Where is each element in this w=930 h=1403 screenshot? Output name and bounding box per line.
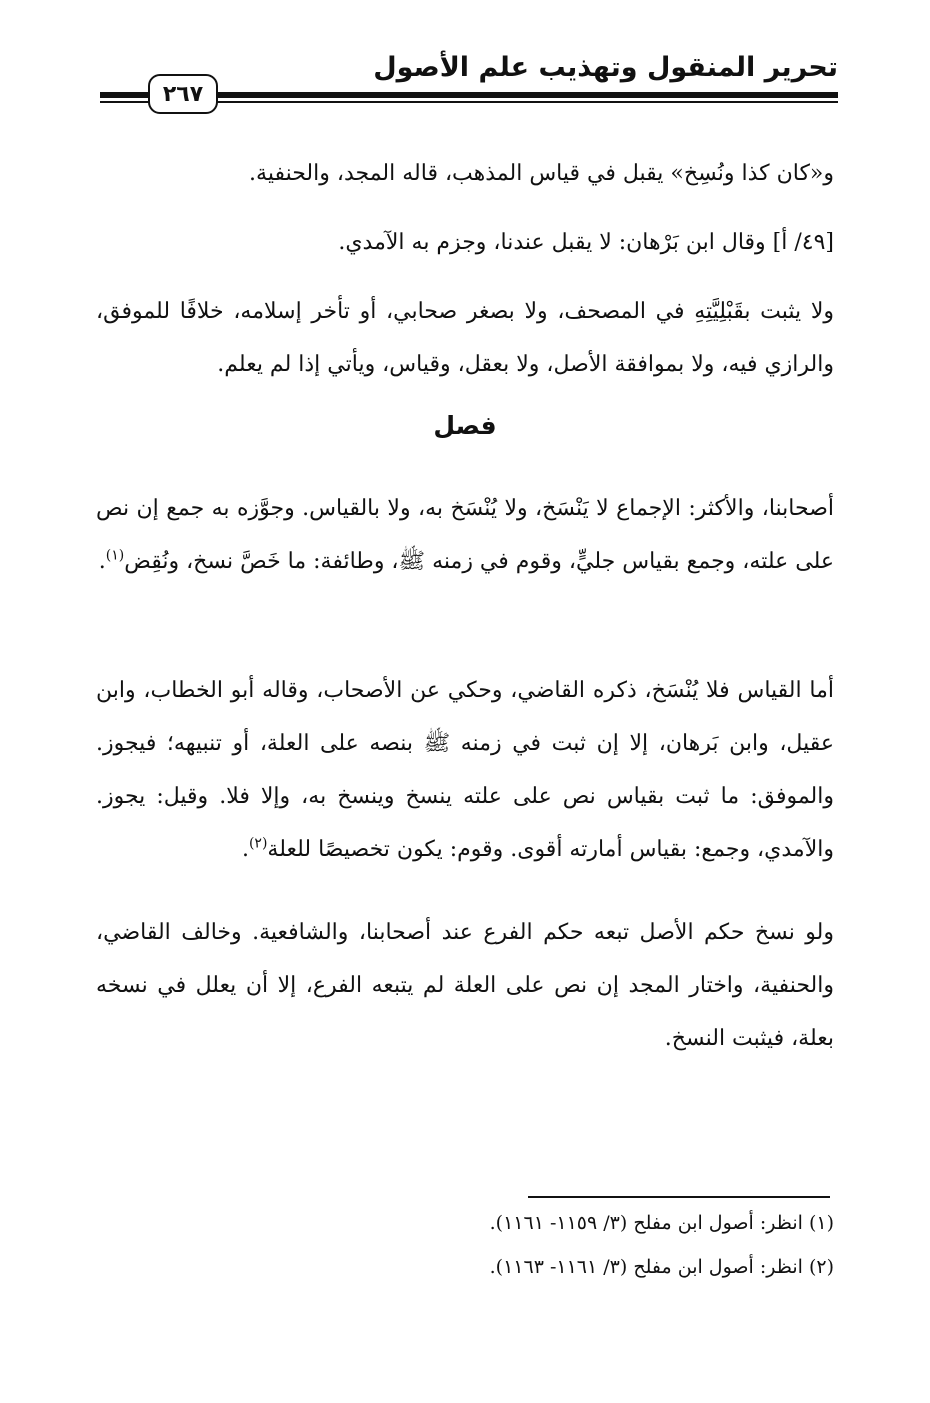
footnote-ref-1: (١) (105, 547, 125, 564)
paragraph-2: [٤٩/ أ] وقال ابن بَرْهان: لا يقبل عندنا، وجزم به الآمدي. (338, 230, 834, 255)
paragraph-3: ولا يثبت بقَبْلِيَّتِهِ في المصحف، ولا بصغر صحابي، أو تأخر إسلامه، خلافًا للموفق، والرازي فيه، ولا بموافقة الأصل، ولا بعقل، وقياس، ويأتي إذا لم يعلم. (96, 299, 834, 377)
paragraph-6: ولو نسخ حكم الأصل تبعه حكم الفرع عند أصحابنا، والشافعية. وخالف القاضي، والحنفية، واختار المجد إن نص على العلة لم يتبعه الفرع، إلا أن يعلل في نسخه بعلة، فيثبت النسخ. (96, 920, 834, 1051)
footnote-2: (٢) انظر: أصول ابن مفلح (٣/ ١١٦١- ١١٦٣). (489, 1256, 834, 1278)
paragraph-5-text: أما القياس فلا يُنْسَخ، ذكره القاضي، وحكي عن الأصحاب، وقاله أبو الخطاب، وابن عقيل، وابن بَرهان، إلا إن ثبت في زمنه ﷺ بنصه على العلة، أو تنبيهه؛ فيجوز. والموفق: ما ثبت بقياس نص على علته ينسخ وينسخ به، وإلا فلا. وقيل: يجوز. والآمدي، وجمع: بقياس أمارته أقوى. وقوم: يكون تخصيصًا للعلة (96, 678, 834, 862)
paragraph-4-text: أصحابنا، والأكثر: الإجماع لا يَنْسَخ، ولا يُنْسَخ به، ولا بالقياس. وجوَّزه به جمع إن نص على علته، وجمع بقياس جليٍّ، وقوم في زمنه ﷺ، وطائفة: ما خَصَّ نسخ، ونُقِض (96, 496, 834, 574)
paragraph-4: أصحابنا، والأكثر: الإجماع لا يَنْسَخ، ولا يُنْسَخ به، ولا بالقياس. وجوَّزه به جمع إن نص على علته، وجمع بقياس جليٍّ، وقوم في زمنه ﷺ، وطائفة: ما خَصَّ نسخ، ونُقِض$^{(١)}$. (96, 496, 834, 574)
footnote-separator (528, 1196, 830, 1198)
section-heading: فصل (433, 411, 497, 440)
paragraph-1: و«كان كذا ونُسِخ» يقبل في قياس المذهب، قاله المجد، والحنفية. (249, 161, 834, 186)
running-header-title: تحرير المنقول وتهذيب علم الأصول (373, 52, 838, 83)
footnote-1: (١) انظر: أصول ابن مفلح (٣/ ١١٥٩- ١١٦١). (489, 1212, 834, 1234)
paragraph-5: أما القياس فلا يُنْسَخ، ذكره القاضي، وحكي عن الأصحاب، وقاله أبو الخطاب، وابن عقيل، وابن بَرهان، إلا إن ثبت في زمنه ﷺ بنصه على العلة، أو تنبيهه؛ فيجوز. والموفق: ما ثبت بقياس نص على علته ينسخ وينسخ به، وإلا فلا. وقيل: يجوز. والآمدي، وجمع: بقياس أمارته أقوى. وقوم: يكون تخصيصًا للعلة$^{(٢)}$. (96, 678, 834, 862)
page-number: ٢٦٧ (148, 74, 218, 114)
footnote-ref-2: (٢) (248, 835, 268, 852)
